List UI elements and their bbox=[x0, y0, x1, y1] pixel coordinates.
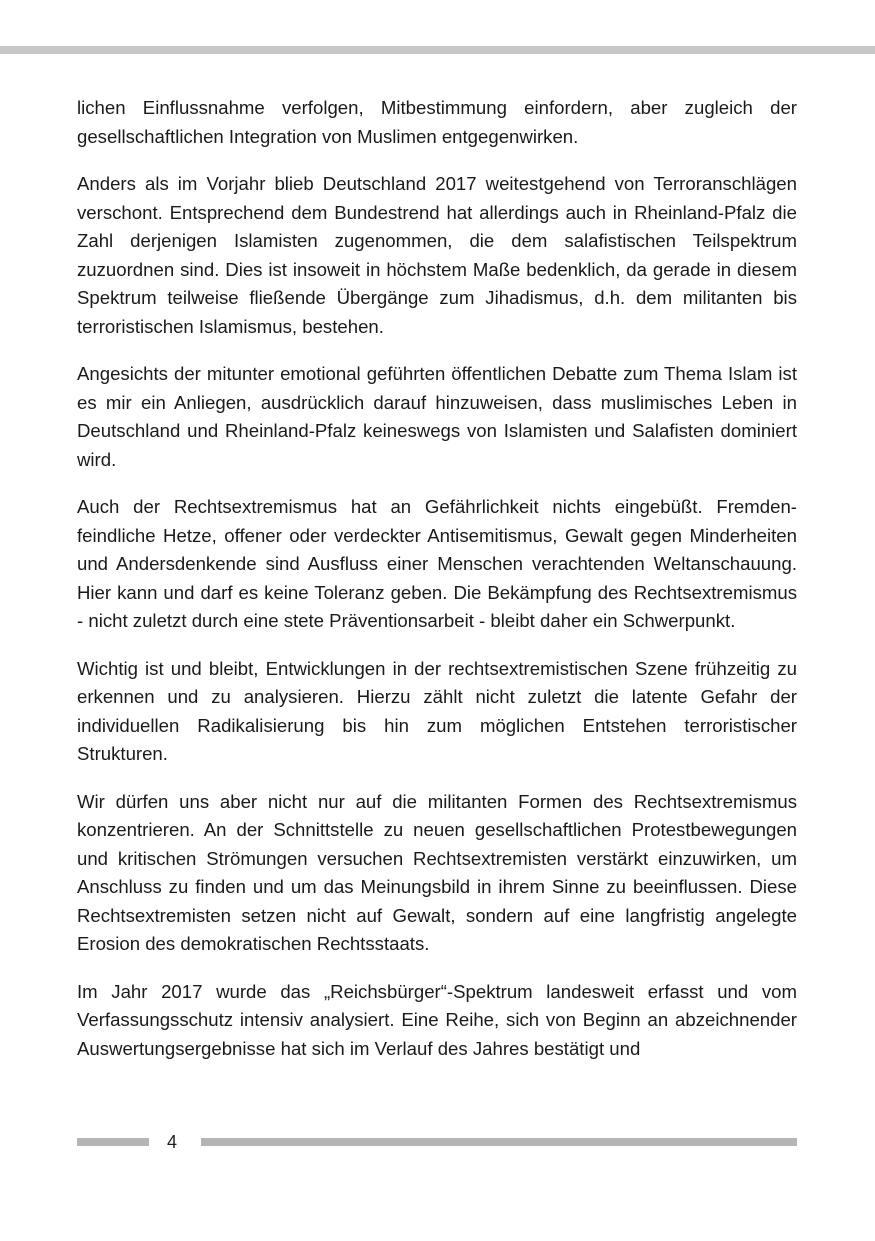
paragraph-6: Wir dürfen uns aber nicht nur auf die militanten Formen des Rechtsextremismus konzentrieren. An der Schnittstelle zu neuen gesellschaftlichen Protestbewegungen und kritischen Strömungen versuchen Rechtsextremisten verstärkt einzuwirken, um Anschluss zu finden und um das Meinungsbild in ihrem Sinne zu beeinflussen. Diese Rechtsextremisten setzen nicht auf Gewalt, sondern auf eine langfristig angelegte Erosion des demokratischen Rechtsstaats. bbox=[77, 790, 797, 954]
page-number: 4 bbox=[167, 1132, 178, 1152]
paragraph-3: Angesichts der mitunter emotional geführten öffentlichen Debatte zum Thema Islam ist es mir ein Anliegen, ausdrücklich darauf hinzuweisen, dass muslimisches Leben in Deutschland und Rheinland-Pfalz keineswegs von Islamisten und Salafisten dominiert wird. bbox=[77, 363, 797, 470]
paragraph-4: Auch der Rechtsextremismus hat an Gefährlichkeit nichts eingebüßt. Fremdenfeindliche Hetze, offener oder verdeckter Antisemitismus, Gewalt gegen Minderheiten und Andersdenkende sind Ausfluss einer Menschen verachtenden Weltanschauung. Hier kann und darf es keine Toleranz geben. Die Bekämpfung des Rechtsextremismus - nicht zuletzt durch eine stete Präventionsarbeit - bleibt daher ein Schwerpunkt. bbox=[77, 496, 797, 631]
paragraph-5: Wichtig ist und bleibt, Entwicklungen in der rechtsextremistischen Szene frühzeitig zu erkennen und zu analysieren. Hierzu zählt nicht zuletzt die latente Gefahr der individuellen Radikalisierung bis hin zum möglichen Entstehen terroristischer Strukturen. bbox=[77, 657, 797, 764]
page-footer bbox=[77, 1128, 797, 1156]
paragraph-7: Im Jahr 2017 wurde das „Reichsbürger“-Spektrum landesweit erfasst und vom Verfassungsschutz intensiv analysiert. Eine Reihe, sich von Beginn an abzeichnender Auswertungsergebnisse hat sich im Verlauf des Jahres bestätigt und bbox=[77, 980, 797, 1059]
header-rule bbox=[0, 46, 875, 54]
footer-rule-left bbox=[77, 1138, 149, 1146]
paragraph-2: Anders als im Vorjahr blieb Deutschland 2017 weitestgehend von Terroranschlägen verschont. Entsprechend dem Bundestrend hat allerdings auch in Rheinland-Pfalz die Zahl derjenigen Islamisten zugenommen, die dem salafistischen Teilspektrum zuzuordnen sind. Dies ist insoweit in höchstem Maße bedenklich, da gerade in diesem Spektrum teilweise fließende Übergänge zum Jihadismus, d.h. dem militanten bis terroristischen Islamismus, bestehen. bbox=[77, 173, 797, 337]
page-body bbox=[77, 94, 797, 1082]
footer-rule-right bbox=[201, 1138, 797, 1146]
paragraph-1: lichen Einflussnahme verfolgen, Mitbestimmung einfordern, aber zugleich der gesellschaftlichen Integration von Muslimen entgegenwirken. bbox=[77, 97, 797, 147]
